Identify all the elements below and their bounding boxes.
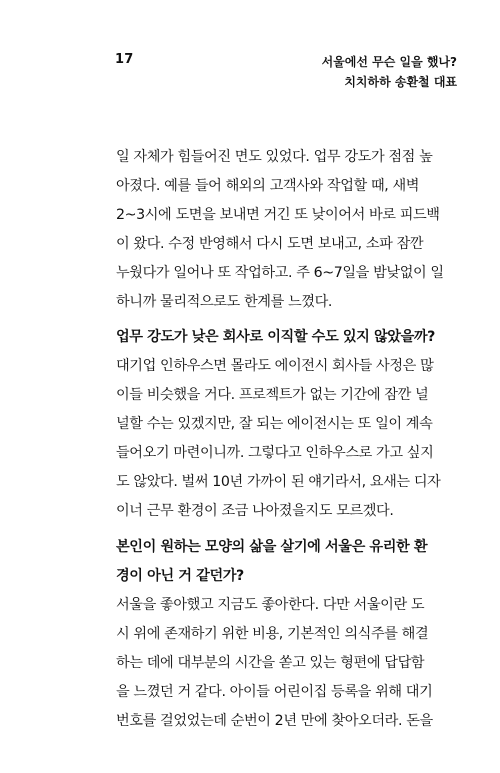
- text-line: 들어오기 마련이니까. 그렇다고 인하우스로 가고 싶지: [116, 445, 434, 461]
- qa-block-1: [116, 323, 456, 526]
- running-subtitle: 치치하하 송환철 대표: [344, 75, 457, 89]
- text-line: 2~3시에 도면을 보내면 거긴 또 낮이어서 바로 피드백: [116, 207, 440, 223]
- interview-question: 업무 강도가 낮은 회사로 이직할 수도 있지 않았을까?: [116, 329, 436, 345]
- running-title: 서울에선 무슨 일을 했나?: [321, 55, 457, 69]
- text-line: 누웠다가 일어나 또 작업하고. 주 6~7일을 밤낮없이 일: [116, 265, 444, 281]
- text-line: 서울을 좋아했고 지금도 좋아한다. 다만 서울이란 도: [116, 597, 425, 613]
- text-line: 이 왔다. 수정 반영해서 다시 도면 보내고, 소파 잠깐: [116, 236, 424, 252]
- text-line: 번호를 걸었었는데 순번이 2년 만에 찾아오더라. 돈을: [116, 713, 433, 729]
- qa-block-2: [116, 533, 456, 736]
- interview-question-line: 경이 아닌 거 같던가?: [116, 568, 244, 584]
- text-line: 도 않았다. 벌써 10년 가까이 된 얘기라서, 요새는 디자: [116, 474, 441, 490]
- text-line: 일 자체가 힘들어진 면도 있었다. 업무 강도가 점점 높: [116, 149, 433, 165]
- text-line: 대기업 인하우스면 몰라도 에이전시 회사들 사정은 많: [116, 358, 434, 374]
- text-line: 하니까 물리적으로도 한계를 느꼈다.: [116, 294, 333, 310]
- text-line: 이들 비슷했을 거다. 프로젝트가 없는 기간에 잠깐 널: [116, 387, 429, 403]
- text-line: 널할 수는 있겠지만, 잘 되는 에이전시는 또 일이 계속: [116, 416, 433, 432]
- text-line: 시 위에 존재하기 위한 비용, 기본적인 의식주를 해결: [116, 626, 429, 642]
- text-line: 아졌다. 예를 들어 해외의 고객사와 작업할 때, 새벽: [116, 178, 420, 194]
- text-line: 을 느꼈던 거 같다. 아이들 어린이집 등록을 위해 대기: [116, 684, 433, 700]
- text-line: 이너 근무 환경이 조금 나아졌을지도 모르겠다.: [116, 503, 394, 519]
- page-number: 17: [115, 52, 134, 67]
- text-line: 하는 데에 대부분의 시간을 쏟고 있는 형편에 답답함: [116, 655, 425, 671]
- interview-question-line: 본인이 원하는 모양의 삶을 살기에 서울은 유리한 환: [116, 539, 428, 555]
- paragraph-intro: [116, 143, 456, 317]
- running-head: [322, 52, 457, 92]
